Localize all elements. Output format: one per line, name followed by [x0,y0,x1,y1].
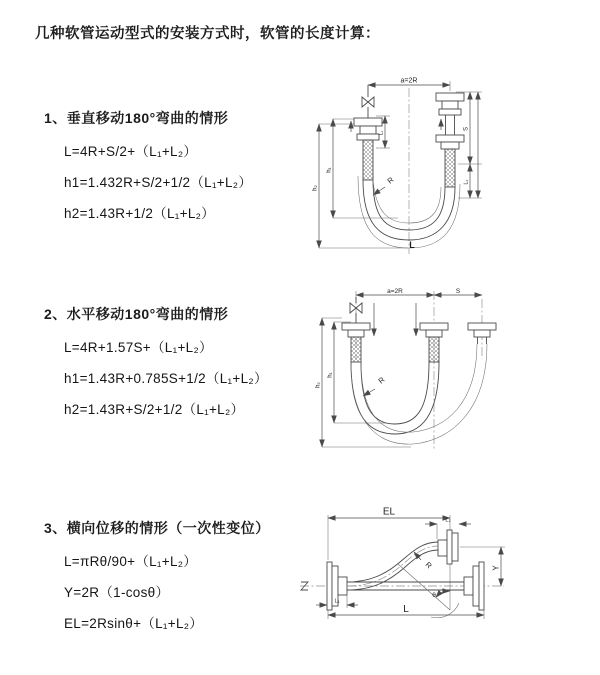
radius-callout [363,375,387,396]
middle-fitting [420,323,448,362]
dim-a2r-label: a=2R [400,77,418,85]
diagram-horizontal-180-bend [308,287,543,457]
hose-u-bend-position-2 [351,344,487,444]
dimension-l2 [464,92,479,198]
braided-hose-section [363,140,373,180]
formula-2-l: L=4R+1.57S+（L₁+L₂） [64,340,213,355]
dim-h2-label: h₂ [312,185,319,191]
radius-callout [373,175,396,195]
left-fitting [354,118,382,180]
length-label: L [409,240,415,250]
braided-hose-section [445,149,455,187]
dim-l1-label: L₁ [334,598,340,605]
dimension-l [328,604,484,619]
angle-arc [436,591,450,597]
braided-hose-section [429,337,439,362]
formula-1-h1: h1=1.432R+S/2+1/2（L₁+L₂） [64,175,253,190]
section-3 [44,518,270,643]
page-title: 几种软管运动型式的安装方式时，软管的长度计算： [35,26,380,42]
section-3-heading: 3、横向位移的情形（一次性变位） [44,520,270,536]
theta-label: θ [432,592,436,599]
diagram-lateral-displacement [298,498,583,648]
section-2 [44,304,268,429]
formula-1-l: L=4R+S/2+（L₁+L₂） [64,144,198,159]
dimension-h2 [313,124,409,248]
dimension-el [328,507,450,519]
radius-label: R [385,175,396,186]
section-2-heading: 2、水平移动180°弯曲的情形 [44,306,229,322]
dim-a2r-label: a=2R [387,287,403,295]
section-1 [44,108,252,233]
dim-h1-label: h₁ [327,372,334,378]
diagram-vertical-180-bend [310,72,525,257]
right-fitting [468,323,496,344]
dim-l2-label: L₂ [445,517,451,524]
dim-s-label: S [463,126,470,132]
radius-label: R [423,560,434,571]
dim-h2-label: h₂ [315,382,322,388]
valve-icon [362,85,374,118]
left-fitting [342,323,370,362]
section-1-heading: 1、垂直移动180°弯曲的情形 [44,110,229,126]
dimension-a2r [356,288,434,295]
formula-2-h1: h1=1.43R+0.785S+1/2（L₁+L₂） [64,371,268,386]
dim-l1-label: L₁ [378,130,385,136]
formula-3-y: Y=2R（1-cosθ） [64,585,170,600]
formula-3-l: L=πRθ/90+（L₁+L₂） [64,554,198,569]
formula-1-h2: h2=1.43R+1/2（L₁+L₂） [64,206,215,221]
radius-label: R [376,375,387,386]
braided-hose-section [351,337,361,362]
dim-l-label: L [403,604,409,615]
right-fitting [436,93,464,187]
upper-flange [438,530,458,564]
radius-callout [414,552,434,571]
formula-3-el: EL=2Rsinθ+（L₁+L₂） [64,616,204,631]
dimension-s [434,288,482,295]
dim-s-label: S [455,287,461,295]
formula-2-h2: h2=1.43R+S/2+1/2（L₁+L₂） [64,402,245,417]
dim-l2-label: L₂ [463,179,470,185]
dim-el-label: EL [382,506,396,518]
swing-arc [431,603,459,618]
dim-h1-label: h₁ [326,167,333,173]
right-flange [464,562,484,610]
dim-y-label: Y [491,565,501,571]
